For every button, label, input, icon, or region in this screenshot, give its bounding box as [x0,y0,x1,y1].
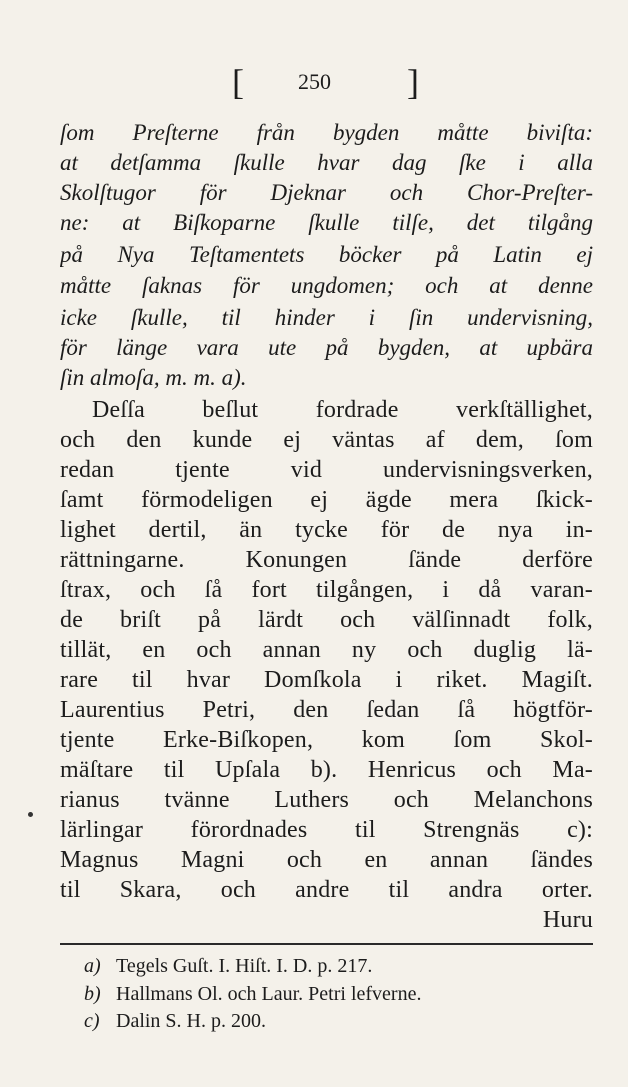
footnote-mark: c) [84,1010,100,1032]
body-line: til Skara, och andre til andra orter. [60,877,593,903]
body-line: tillät, en och annan ny och duglig lä- [60,637,593,663]
body-line: redan tjente vid undervisningsverken, [60,457,593,483]
footnote-rule [60,943,593,945]
body-line: Magnus Magni och en annan ſändes [60,847,593,873]
body-line: rare til hvar Domſkola i riket. Magiſt. [60,667,593,693]
footnote-text: Dalin S. H. p. 200. [116,1010,266,1032]
footnote [84,1007,564,1035]
italic-line: måtte ſaknas för ungdomen; och at denne [60,273,593,298]
italic-line: Skolſtugor för Djeknar och Chor-Preſter- [60,180,593,205]
italic-line: för länge vara ute på bygden, at upbära [60,335,593,360]
body-line: mäſtare til Upſala b). Henricus och Ma- [60,757,593,783]
body-line: tjente Erke-Biſkopen, kom ſom Skol- [60,727,593,753]
italic-line: ne: at Biſkoparne ſkulle tilſe, det tilgång [60,210,593,235]
ink-speck [28,812,33,817]
catchword: Huru [542,907,593,933]
body-line: rättningarne. Konungen ſände derföre [60,547,593,573]
left-bracket: [ [232,62,244,102]
italic-line: ſin almoſa, m. m. a). [60,365,247,390]
right-bracket: ] [407,62,419,102]
body-line: de briſt på lärdt och välſinnadt folk, [60,607,593,633]
footnote [84,952,564,980]
italic-line: ſom Preſterne från bygden måtte biviſta: [60,120,593,145]
body-line: lighet dertil, än tycke för de nya in- [60,517,593,543]
page-header [0,62,628,102]
footnote-text: Hallmans Ol. och Laur. Petri lefverne. [116,983,422,1005]
body-line: och den kunde ej väntas af dem, ſom [60,427,593,453]
body-line: lärlingar förordnades til Strengnäs c): [60,817,593,843]
footnote-mark: b) [84,983,101,1005]
italic-line: på Nya Teſtamentets böcker på Latin ej [60,242,593,267]
body-line: ſamt förmodeligen ej ägde mera ſkick- [60,487,593,513]
footnote [84,980,564,1008]
body-line: Laurentius Petri, den ſedan ſå högtför- [60,697,593,723]
footnote-text: Tegels Guſt. I. Hiſt. I. D. p. 217. [116,955,373,977]
footnote-mark: a) [84,955,101,977]
italic-line: at detſamma ſkulle hvar dag ſke i alla [60,150,593,175]
page-number: 250 [298,69,331,94]
body-line: Deſſa beſlut fordrade verkſtällighet, [92,397,593,423]
italic-line: icke ſkulle, til hinder i ſin undervisning, [60,305,593,330]
body-line: rianus tvänne Luthers och Melanchons [60,787,593,813]
body-line: ſtrax, och ſå fort tilgången, i då varan- [60,577,593,603]
